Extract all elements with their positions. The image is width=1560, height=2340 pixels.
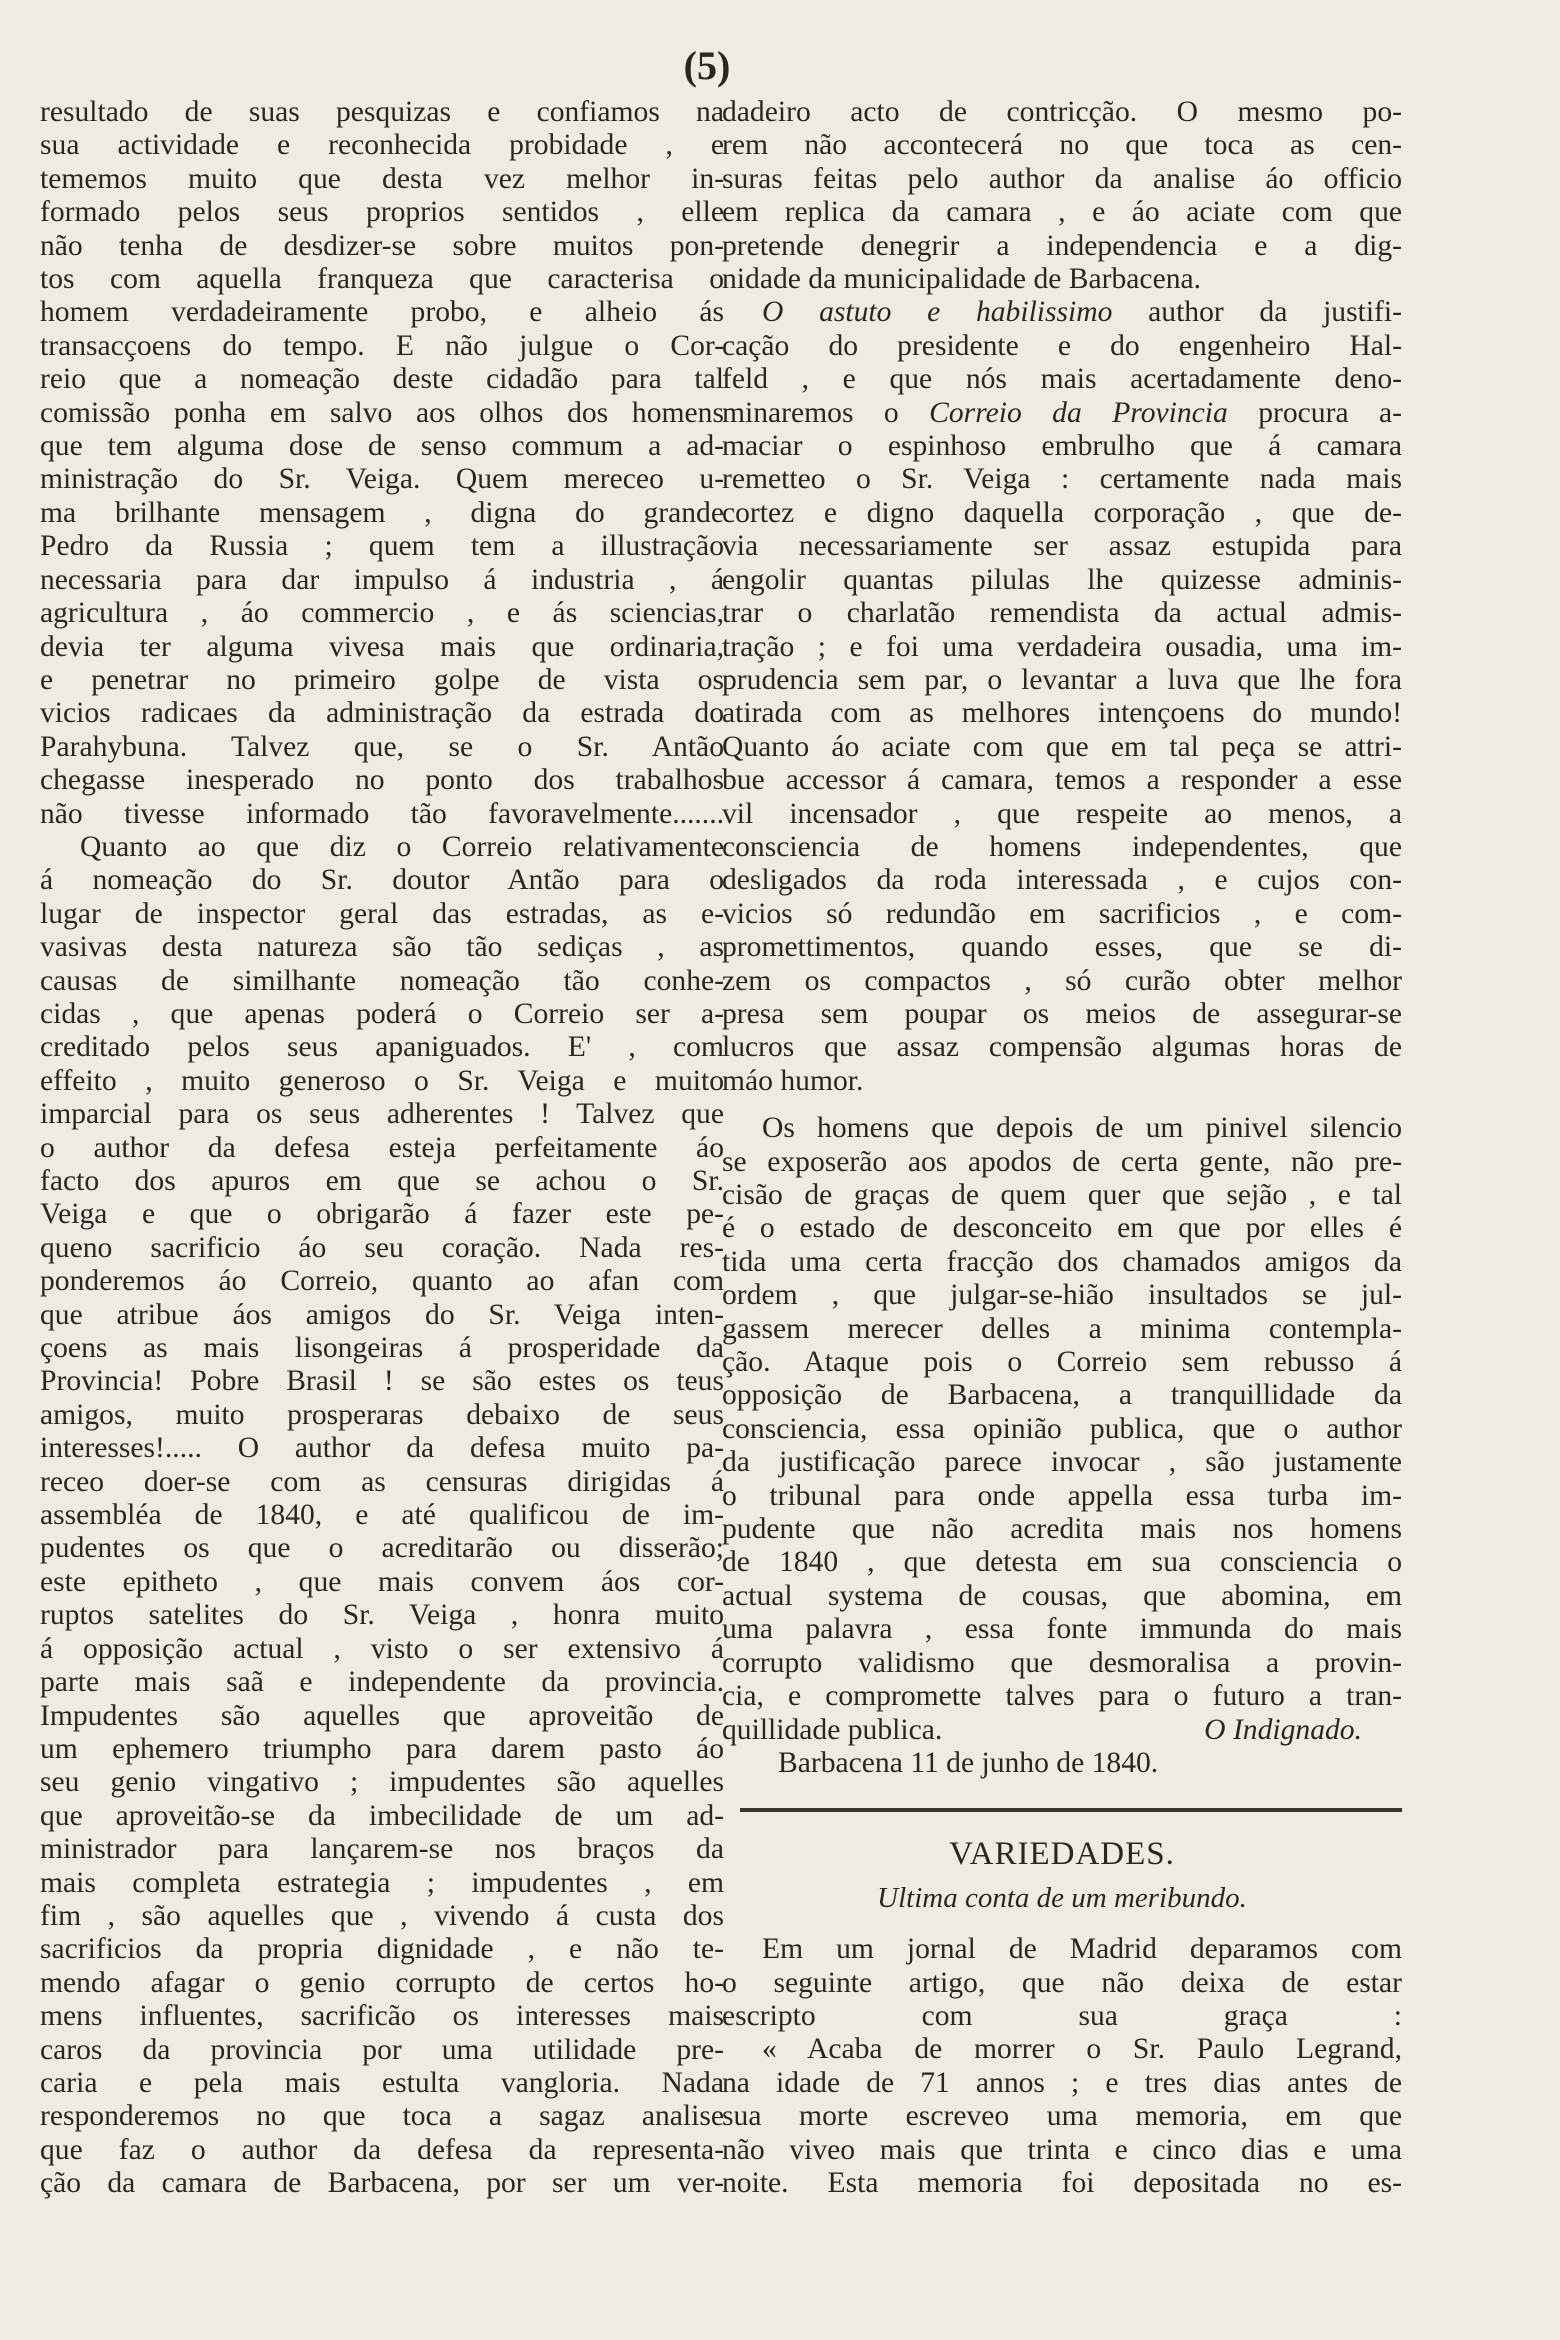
text-line: via necessariamente ser assaz estupida para [722, 530, 1402, 563]
text-line: ministrador para lançarem-se nos braços da [40, 1833, 724, 1866]
text-line: consciencia de homens independentes, que [722, 830, 1402, 863]
text-fragment: author da justifi- [1112, 296, 1402, 329]
text-line: Provincia! Pobre Brasil ! se são estes os teus [40, 1365, 724, 1398]
text-line: tida uma certa fracção dos chamados amigos da [722, 1245, 1402, 1278]
text-line: amigos, muito prosperaras debaixo de seus [40, 1398, 724, 1431]
text-line: « Acaba de morrer o Sr. Paulo Legrand, [762, 2033, 1402, 2066]
text-line: ponderemos áo Correio, quanto ao afan com [40, 1265, 724, 1298]
text-line: effeito , muito generoso o Sr. Veiga e muito [40, 1064, 724, 1097]
text-line: responderemos no que toca a sagaz analise [40, 2100, 724, 2133]
text-line: cisão de graças de quem quer que sejão , e tal [722, 1179, 1402, 1211]
text-line: escripto com sua graça : [722, 1999, 1402, 2032]
text-line: opposição de Barbacena, a tranquillidade da [722, 1379, 1402, 1412]
text-line: á opposição actual , visto o ser extensivo á [40, 1632, 724, 1665]
text-line: Quanto ao que diz o Correio relativamente [80, 830, 724, 863]
text-line: caros da provincia por uma utilidade pre- [40, 2033, 724, 2066]
section-divider [740, 1808, 1402, 1812]
text-line: tos com aquella franqueza que caracterisa o [40, 263, 724, 296]
text-line: dadeiro acto de contricção. O mesmo po- [722, 96, 1402, 128]
text-line: tememos muito que desta vez melhor in- [40, 162, 724, 195]
text-line: presa sem poupar os meios de assegurar-se [722, 997, 1402, 1030]
paragraph-contricção [722, 96, 1402, 296]
text-line: vicios só redundão em sacrificios , e com- [722, 897, 1402, 930]
text-line: Pedro da Russia ; quem tem a illustração [40, 530, 724, 563]
text-line: remetteo o Sr. Veiga : certamente nada mais [722, 463, 1402, 496]
text-line: prudencia sem par, o levantar a luva que lhe fora [722, 663, 1402, 696]
text-line: feld , e que nós mais acertadamente deno- [722, 363, 1402, 396]
text-line: zem os compactos , só curão obter melhor [722, 964, 1402, 997]
text-line: vil incensador , que respeite ao menos, a [722, 797, 1402, 830]
text-line: receo doer-se com as censuras dirigidas á [40, 1465, 724, 1498]
text-line: rem não accontecerá no que toca as cen- [722, 129, 1402, 162]
text-line: pretende denegrir a independencia e a dig- [722, 229, 1402, 262]
text-line: ordem , que julgar-se-hião insultados se jul- [722, 1279, 1402, 1312]
text-line: não tivesse informado tão favoravelmente....... [40, 797, 724, 830]
text-line: máo humor. [722, 1064, 864, 1097]
text-fragment: minaremos o [722, 396, 930, 429]
paragraph-homens-silencio [722, 1112, 1402, 1713]
text-line: se exposerão aos apodos de certa gente, não pre- [722, 1145, 1402, 1178]
text-line: Impudentes são aquelles que aproveitão de [40, 1699, 724, 1732]
text-fragment: procura a- [1227, 396, 1402, 429]
text-line [722, 296, 1402, 329]
text-line: mens influentes, sacrificão os interesses mais [40, 2000, 724, 2033]
text-line: devia ter alguma vivesa mais que ordinaria, [40, 630, 724, 663]
text-line: nidade da municipalidade de Barbacena. [722, 263, 1202, 296]
text-line: Veiga e que o obrigarão á fazer este pe- [40, 1198, 724, 1231]
left-column [40, 96, 724, 2201]
text-line: Em um jornal de Madrid deparamos com [762, 1933, 1402, 1966]
text-line: gassem merecer delles a minima contempla- [722, 1312, 1402, 1345]
text-line: mais completa estrategia ; impudentes , em [40, 1866, 724, 1899]
italic-phrase: O astuto e habilissimo [762, 296, 1113, 329]
text-line: interesses!..... O author da defesa muito pa- [40, 1432, 724, 1465]
text-line: imparcial para os seus adherentes ! Talvez que [40, 1098, 724, 1131]
text-line: Os homens que depois de um pinivel silencio [762, 1112, 1402, 1145]
text-line: é o estado de desconceito em que por elles é [722, 1212, 1402, 1245]
text-line: o tribunal para onde appella essa turba im- [722, 1479, 1402, 1512]
text-line: sua actividade e reconhecida probidade , e [40, 129, 724, 162]
text-line: agricultura , áo commercio , e ás sciencias, [40, 597, 724, 630]
text-line: ma brilhante mensagem , digna do grande [40, 496, 724, 529]
text-line: fim , são aquelles que , vivendo á custa dos [40, 1899, 724, 1932]
text-line [722, 397, 1402, 430]
text-line: sua morte escreveo uma memoria, em que [722, 2100, 1402, 2133]
text-line: Quanto áo aciate com que em tal peça se attri- [722, 730, 1402, 763]
text-line: ministração do Sr. Veiga. Quem mereceo u- [40, 463, 724, 496]
text-line: ção da camara de Barbacena, por ser um ver- [40, 2167, 724, 2200]
text-line: assembléa de 1840, e até qualificou de im- [40, 1499, 724, 1532]
text-line: pudente que não acredita mais nos homens [722, 1513, 1402, 1546]
text-line: homem verdadeiramente probo, e alheio ás [40, 296, 724, 329]
text-line: actual systema de cousas, que abomina, em [722, 1579, 1402, 1612]
text-line: lucros que assaz compensão algumas horas de [722, 1031, 1402, 1064]
italic-phrase: Correio da Provincia [929, 396, 1228, 429]
text-line: um ephemero triumpho para darem pasto áo [40, 1732, 724, 1765]
text-line: ruptos satelites do Sr. Veiga , honra muito [40, 1599, 724, 1632]
text-line: vicios radicaes da administração da estrada do [40, 697, 724, 730]
text-line: maciar o espinhoso embrulho que á camara [722, 430, 1402, 463]
text-line: facto dos apuros em que se achou o Sr. [40, 1165, 724, 1197]
text-line: corrupto validismo que desmoralisa a provin- [722, 1646, 1402, 1679]
text-line: creditado pelos seus apaniguados. E' , com [40, 1031, 724, 1064]
text-line: mendo afagar o genio corrupto de certos ho- [40, 1966, 724, 1999]
signature-line [722, 1714, 1402, 1747]
text-line: queno sacrificio áo seu coração. Nada res- [40, 1231, 724, 1264]
text-line: o seguinte artigo, que não deixa de estar [722, 1966, 1402, 1999]
text-fragment: quillidade publica. [722, 1713, 943, 1746]
paragraph-astuto-author [722, 296, 1402, 1098]
text-line: ção. Ataque pois o Correio sem rebusso á [722, 1346, 1402, 1379]
text-line: não viveo mais que trinta e cinco dias e uma [722, 2133, 1402, 2166]
paragraph-madrid [722, 1933, 1402, 2200]
text-line: Parahybuna. Talvez que, se o Sr. Antão [40, 730, 724, 763]
text-line: suras feitas pelo author da analise áo officio [722, 162, 1402, 195]
text-line: uma palavra , essa fonte immunda do mais [722, 1613, 1402, 1646]
text-line: cortez e digno daquella corporação , que de- [722, 496, 1402, 529]
text-line: causas de similhante nomeação tão conhe- [40, 964, 724, 997]
text-line: cidas , que apenas poderá o Correio ser a- [40, 997, 724, 1030]
text-line: vasivas desta natureza são tão sediças , as [40, 931, 724, 964]
text-line: atirada com as melhores intençoens do mundo! [722, 697, 1402, 730]
text-line: formado pelos seus proprios sentidos , elle [40, 196, 724, 229]
text-line: noite. Esta memoria foi depositada no es- [722, 2166, 1402, 2199]
text-line: trar o charlatão remendista da actual admis- [722, 597, 1402, 630]
text-line: sacrificios da propria dignidade , e não te- [40, 1933, 724, 1966]
text-line: este epitheto , que mais convem áos cor- [40, 1565, 724, 1598]
text-line: transacçoens do tempo. E não julgue o Cor- [40, 329, 724, 362]
text-line: que faz o author da defesa da representa- [40, 2133, 724, 2166]
text-line: comissão ponha em salvo aos olhos dos homens [40, 396, 724, 429]
text-line: desligados da roda interessada , e cujos con- [722, 864, 1402, 897]
text-line: que atribue áos amigos do Sr. Veiga inten- [40, 1298, 724, 1331]
text-line: á nomeação do Sr. doutor Antão para o [40, 864, 724, 897]
text-line: consciencia, essa opinião publica, que o author [722, 1412, 1402, 1445]
text-line: que tem alguma dose de senso commum a ad- [40, 430, 724, 463]
text-line: que aproveitão-se da imbecilidade de um ad- [40, 1799, 724, 1832]
text-line: parte mais saã e independente da provincia. [40, 1666, 724, 1699]
text-line: em replica da camara , e áo aciate com que [722, 196, 1402, 229]
article-title: Ultima conta de um meribundo. [877, 1881, 1247, 1914]
text-line: resultado de suas pesquizas e confiamos na [40, 96, 724, 128]
text-line: seu genio vingativo ; impudentes são aquelles [40, 1766, 724, 1799]
text-line: engolir quantas pilulas lhe quizesse adminis- [722, 563, 1402, 596]
text-line: na idade de 71 annos ; e tres dias antes de [722, 2066, 1402, 2099]
text-line: lugar de inspector geral das estradas, as e- [40, 897, 724, 930]
text-line: çoens as mais lisongeiras á prosperidade da [40, 1332, 724, 1365]
signature: O Indignado. [1204, 1713, 1362, 1746]
text-line: pudentes os que o acreditarão ou disserão; [40, 1532, 724, 1565]
dateline: Barbacena 11 de junho de 1840. [778, 1746, 1159, 1779]
text-line: tração ; e foi uma verdadeira ousadia, uma im- [722, 630, 1402, 663]
text-line: não tenha de desdizer-se sobre muitos pon- [40, 229, 724, 262]
text-line: necessaria para dar impulso á industria , á [40, 563, 724, 596]
text-line: cia, e compromette talves para o futuro a tran- [722, 1680, 1402, 1713]
text-line: promettimentos, quando esses, que se di- [722, 931, 1402, 964]
text-line: o author da defesa esteja perfeitamente áo [40, 1131, 724, 1164]
text-line: de 1840 , que detesta em sua consciencia o [722, 1546, 1402, 1579]
section-title: VARIEDADES. [949, 1836, 1175, 1873]
text-line: chegasse inesperado no ponto dos trabalhos [40, 764, 724, 797]
text-line: cação do presidente e do engenheiro Hal- [722, 329, 1402, 362]
text-line: reio que a nomeação deste cidadão para tal [40, 363, 724, 396]
text-line: caria e pela mais estulta vangloria. Nada [40, 2066, 724, 2099]
text-line: e penetrar no primeiro golpe de vista os [40, 663, 724, 696]
text-line: bue accessor á camara, temos a responder a esse [722, 764, 1402, 797]
page-number: (5) [683, 43, 731, 88]
right-column [722, 96, 1402, 2200]
text-line: da justificação parece invocar , são justamente [722, 1446, 1402, 1479]
